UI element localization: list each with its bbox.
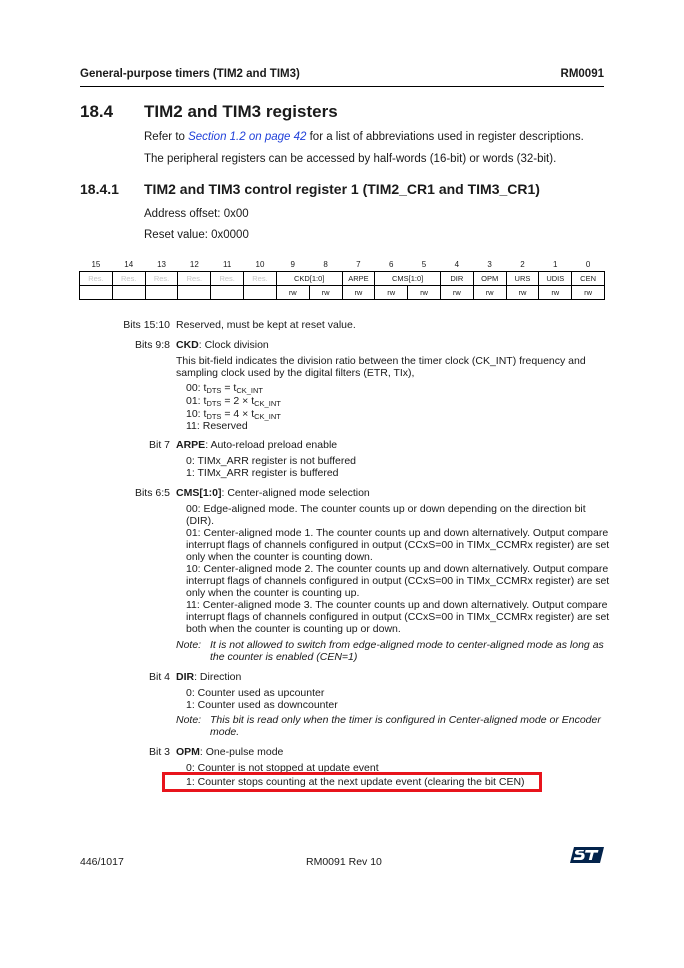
dir-note-line-1: This bit is read only when the timer is configured in Center-aligned mode or Encoder bbox=[210, 714, 601, 726]
cms-line-4: interrupt flags of channels configured in output (CCxS=00 in TIMx_CCMRx register) are set bbox=[186, 539, 610, 551]
bit-11: 11 bbox=[223, 259, 232, 269]
bit-3: 3 bbox=[487, 259, 492, 269]
reserved-field: Res. bbox=[178, 272, 211, 286]
dir-label: Bit 4 bbox=[148, 671, 170, 683]
cms-line-3: 01: Center-aligned mode 1. The counter counts up and down alternatively. Output compare bbox=[186, 527, 609, 539]
bit-13: 13 bbox=[157, 259, 166, 269]
opm-value-1: 1: Counter stops counting at the next update event (clearing the bit CEN) bbox=[186, 776, 525, 788]
bit-12: 12 bbox=[189, 259, 199, 269]
intro-paragraph-1: Refer to Section 1.2 on page 42 for a list of abbreviations used in register descriptions. bbox=[144, 131, 584, 143]
register-map bbox=[79, 257, 605, 300]
bit-14: 14 bbox=[124, 259, 134, 269]
access-rw: rw bbox=[506, 286, 539, 300]
arpe-title: ARPE: Auto-reload preload enable bbox=[176, 439, 338, 451]
access-empty bbox=[244, 286, 277, 300]
cms-title: CMS[1:0]: Center-aligned mode selection bbox=[176, 487, 370, 499]
access-empty bbox=[178, 286, 211, 300]
dir-title: DIR: Direction bbox=[176, 671, 242, 683]
arpe-label: Bit 7 bbox=[148, 439, 170, 451]
dir-value-0: 0: Counter used as upcounter bbox=[186, 687, 325, 699]
bit-4: 4 bbox=[454, 259, 460, 269]
cms-note-label: Note: bbox=[176, 639, 202, 651]
access-rw: rw bbox=[539, 286, 572, 300]
section-number: 18.4 bbox=[80, 102, 114, 121]
bit-9: 9 bbox=[290, 259, 295, 269]
ckd-desc-1: This bit-field indicates the division ratio between the timer clock (CK_INT) frequency and bbox=[176, 355, 586, 367]
header-title: General-purpose timers (TIM2 and TIM3) bbox=[80, 68, 300, 80]
reserved-field: Res. bbox=[112, 272, 145, 286]
cms-line-2: (DIR). bbox=[186, 515, 214, 527]
opm-value-0: 0: Counter is not stopped at update event bbox=[186, 762, 379, 774]
arpe-value-1: 1: TIMx_ARR register is buffered bbox=[186, 467, 339, 479]
opm-label: Bit 3 bbox=[148, 746, 170, 758]
access-rw: rw bbox=[440, 286, 473, 300]
bit-1: 1 bbox=[553, 259, 558, 269]
ckd-value-00: 00: $t_{DTS} = t_{CK\_INT}$ bbox=[186, 382, 263, 395]
bit-10: 10 bbox=[255, 259, 265, 269]
cms-note-line-1: It is not allowed to switch from edge-aligned mode to center-aligned mode as long as bbox=[210, 639, 604, 651]
bit-15: 15 bbox=[91, 259, 101, 269]
reserved-field: Res. bbox=[80, 272, 113, 286]
cms-note-line-2: the counter is enabled (CEN=1) bbox=[210, 651, 358, 663]
access-empty bbox=[80, 286, 113, 300]
access-empty bbox=[211, 286, 244, 300]
cms-line-7: interrupt flags of channels configured in output (CCxS=00 in TIMx_CCMRx register) are set bbox=[186, 575, 610, 587]
cms-line-6: 10: Center-aligned mode 2. The counter counts up and down alternatively. Output compare bbox=[186, 563, 609, 575]
access-row bbox=[80, 286, 605, 300]
access-empty bbox=[145, 286, 178, 300]
ckd-value-10: 10: $t_{DTS} = 4 \times t_{CK\_INT}$ bbox=[186, 408, 281, 421]
access-empty bbox=[112, 286, 145, 300]
field-udis: UDIS bbox=[539, 272, 572, 286]
field-opm: OPM bbox=[473, 272, 506, 286]
bit-2: 2 bbox=[520, 259, 525, 269]
subsection-title: TIM2 and TIM3 control register 1 (TIM2_CR1 and TIM3_CR1) bbox=[144, 181, 540, 197]
dir-value-1: 1: Counter used as downcounter bbox=[186, 699, 338, 711]
doc-revision: RM0091 Rev 10 bbox=[306, 856, 382, 868]
reserved-field: Res. bbox=[244, 272, 277, 286]
access-rw: rw bbox=[375, 286, 408, 300]
ckd-desc-2: sampling clock used by the digital filters (ETR, TIx), bbox=[176, 367, 415, 379]
cms-line-9: 11: Center-aligned mode 3. The counter counts up and down alternatively. Output compare bbox=[186, 599, 608, 611]
bit-7: 7 bbox=[356, 259, 361, 269]
dir-note-label: Note: bbox=[176, 714, 202, 726]
bits-15-10-label: Bits 15:10 bbox=[123, 319, 170, 331]
field-ckd: CKD[1:0] bbox=[276, 272, 342, 286]
section-link[interactable]: Section 1.2 on page 42 bbox=[188, 131, 307, 143]
access-rw: rw bbox=[342, 286, 375, 300]
subsection-number: 18.4.1 bbox=[80, 181, 119, 197]
cms-line-5: only when the counter is counting down. bbox=[186, 551, 373, 563]
cms-line-10: interrupt flags of channels configured in output (CCxS=00 in TIMx_CCMRx register) are set bbox=[186, 611, 610, 623]
ckd-title: CKD: Clock division bbox=[176, 339, 269, 351]
ckd-label: Bits 9:8 bbox=[134, 339, 170, 351]
field-arpe: ARPE bbox=[342, 272, 375, 286]
bits-15-10-text: Reserved, must be kept at reset value. bbox=[176, 319, 356, 331]
access-rw: rw bbox=[572, 286, 605, 300]
cms-line-11: both when the counter is counting up or down. bbox=[186, 623, 401, 635]
field-cen: CEN bbox=[572, 272, 605, 286]
page-header bbox=[80, 68, 604, 84]
reset-value: Reset value: 0x0000 bbox=[144, 229, 249, 241]
cms-label: Bits 6:5 bbox=[134, 487, 170, 499]
access-rw: rw bbox=[276, 286, 309, 300]
bit-number-row bbox=[80, 257, 605, 272]
bit-0: 0 bbox=[585, 259, 591, 269]
header-rule bbox=[80, 86, 604, 87]
field-dir: DIR bbox=[440, 272, 473, 286]
bit-5: 5 bbox=[421, 259, 427, 269]
access-rw: rw bbox=[408, 286, 441, 300]
dir-note-line-2: mode. bbox=[210, 726, 240, 738]
page-number: 446/1017 bbox=[80, 856, 124, 868]
highlight-box bbox=[162, 772, 542, 792]
address-offset: Address offset: 0x00 bbox=[144, 208, 249, 220]
field-cms: CMS[1:0] bbox=[375, 272, 441, 286]
bit-6: 6 bbox=[388, 259, 394, 269]
access-rw: rw bbox=[309, 286, 342, 300]
section-title: TIM2 and TIM3 registers bbox=[144, 102, 338, 121]
opm-title: OPM: One-pulse mode bbox=[176, 746, 284, 758]
cms-line-1: 00: Edge-aligned mode. The counter counts up or down depending on the direction bit bbox=[186, 503, 586, 515]
reserved-field: Res. bbox=[211, 272, 244, 286]
field-urs: URS bbox=[506, 272, 539, 286]
intro-paragraph-2: The peripheral registers can be accessed by half-words (16-bit) or words (32-bit). bbox=[144, 153, 557, 165]
bit-8: 8 bbox=[323, 259, 328, 269]
header-doc-id: RM0091 bbox=[560, 68, 604, 80]
field-name-row bbox=[80, 272, 605, 286]
ckd-value-01: 01: $t_{DTS} = 2 \times t_{CK\_INT}$ bbox=[186, 395, 281, 408]
st-logo-icon bbox=[569, 846, 605, 864]
ckd-value-11: 11: Reserved bbox=[186, 420, 248, 432]
arpe-value-0: 0: TIMx_ARR register is not buffered bbox=[186, 455, 357, 467]
cms-line-8: only when the counter is counting up. bbox=[186, 587, 360, 599]
reserved-field: Res. bbox=[145, 272, 178, 286]
access-rw: rw bbox=[473, 286, 506, 300]
